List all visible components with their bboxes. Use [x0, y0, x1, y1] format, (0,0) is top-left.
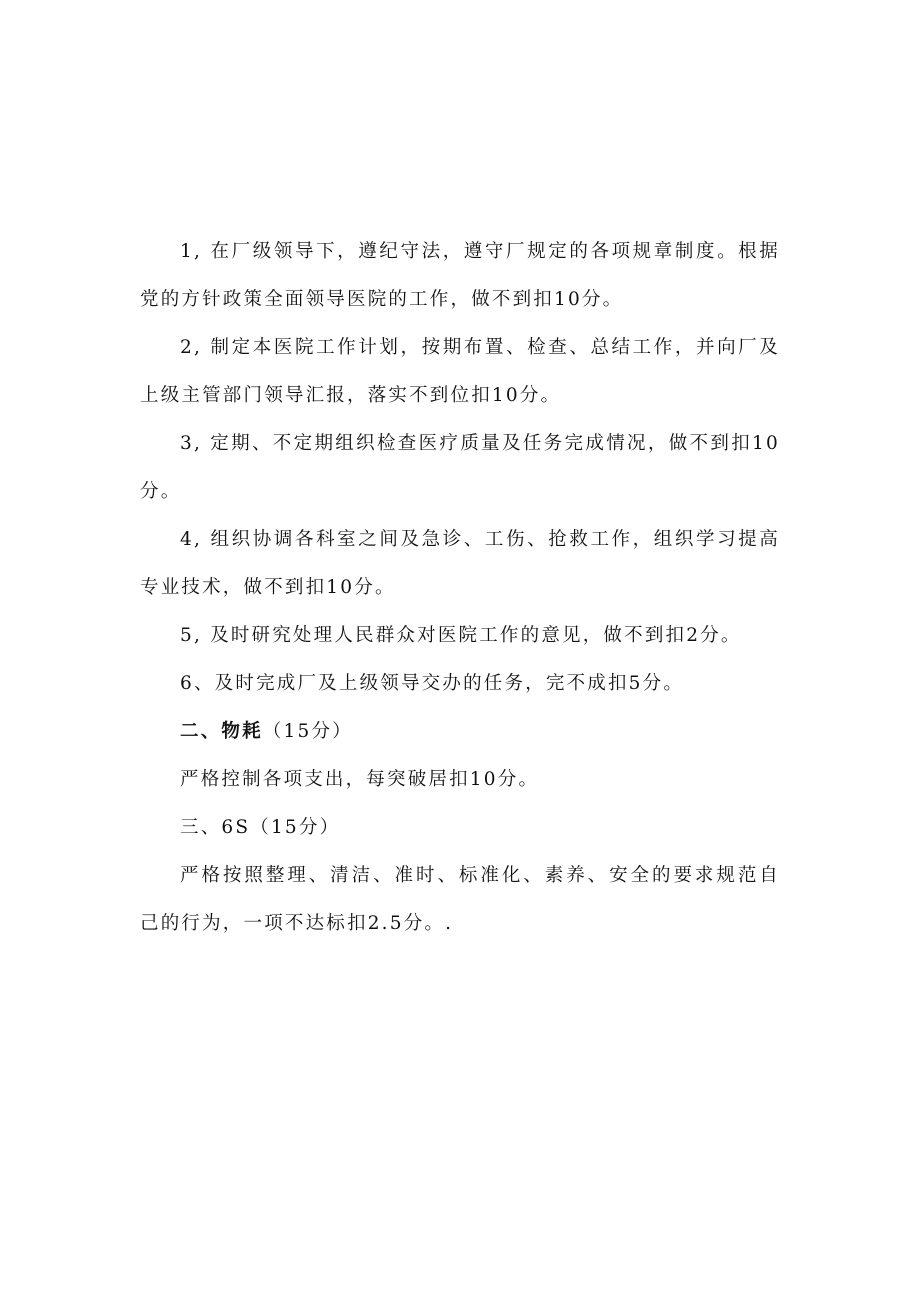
section-heading-materials-title: 二、物耗	[180, 721, 263, 742]
paragraph-item-4: 4, 组织协调各科室之间及急诊、工伤、抢救工作，组织学习提高专业技术，做不到扣10分。	[140, 529, 780, 598]
section-heading-6s-score: （15分）	[250, 817, 341, 838]
paragraph-item-3: 3, 定期、不定期组织检查医疗质量及任务完成情况，做不到扣10分。	[140, 433, 780, 502]
document-body	[140, 228, 780, 948]
paragraph-item-2: 2, 制定本医院工作计划，按期布置、检查、总结工作，并向厂及上级主管部门领导汇报，落实不到位扣10分。	[140, 337, 780, 406]
section-heading-6s	[140, 804, 780, 852]
section-heading-6s-title: 三、6S	[180, 817, 251, 838]
paragraph-item-5: 5, 及时研究处理人民群众对医院工作的意见，做不到扣2分。	[180, 625, 742, 646]
section-heading-materials	[140, 708, 780, 756]
paragraph-item-6: 6、及时完成厂及上级领导交办的任务，完不成扣5分。	[180, 673, 685, 694]
section-body-materials: 严格控制各项支出，每突破居扣10分。	[180, 769, 540, 790]
paragraph-item-1: 1, 在厂级领导下，遵纪守法，遵守厂规定的各项规章制度。根据党的方针政策全面领导医院的工作，做不到扣10分。	[140, 241, 780, 310]
section-heading-materials-score: （15分）	[262, 721, 353, 742]
section-body-6s: 严格按照整理、清洁、准时、标准化、素养、安全的要求规范自己的行为，一项不达标扣2.5分。.	[140, 865, 780, 934]
